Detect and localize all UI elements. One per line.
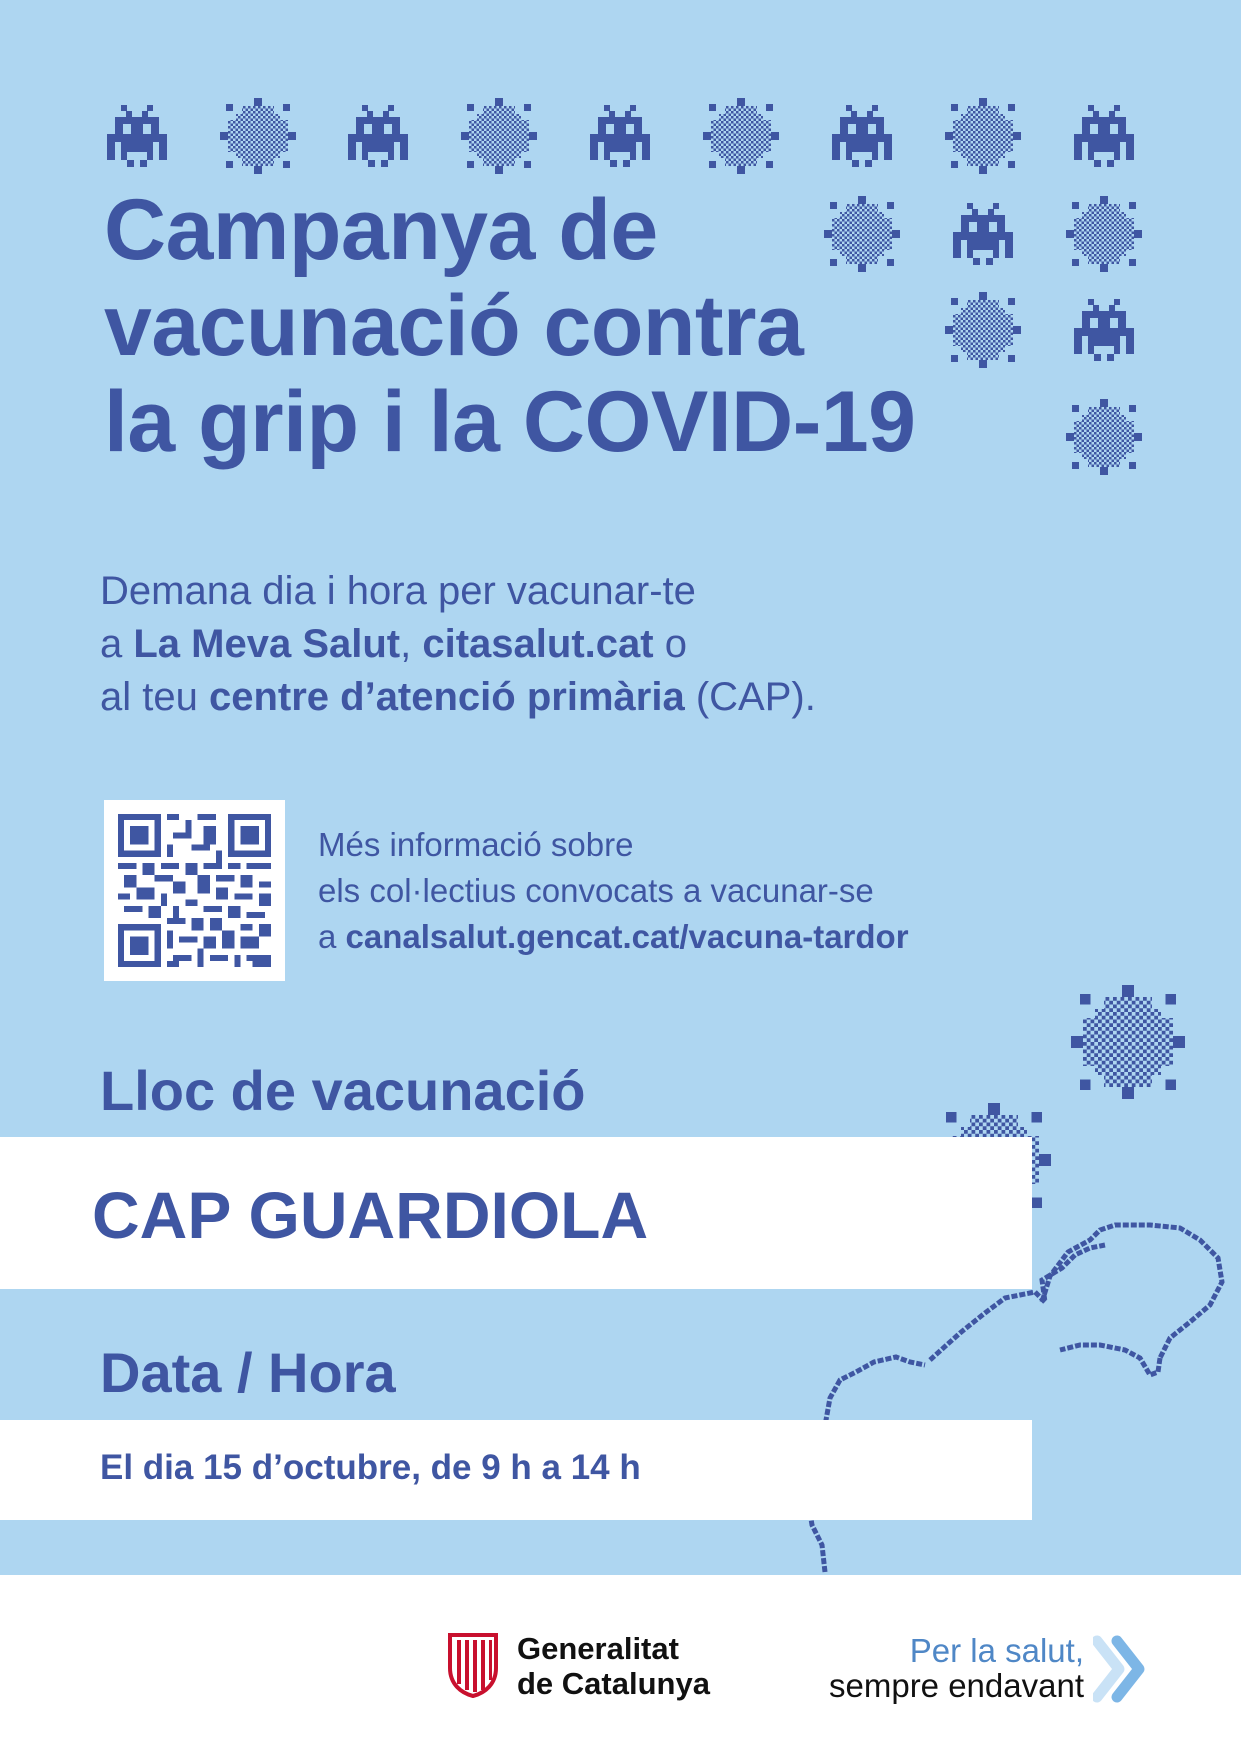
- instructions-text: a: [100, 622, 134, 666]
- appointment-instructions: [100, 565, 816, 724]
- more-info-text: a: [318, 918, 346, 955]
- more-info-line-3: [318, 914, 909, 960]
- more-info-text: [318, 822, 909, 960]
- instructions-text: al teu: [100, 675, 209, 719]
- canalsalut-link: canalsalut.gencat.cat/vacuna-tardor: [345, 918, 909, 955]
- primary-care-centre: centre d’atenció primària: [208, 675, 685, 719]
- instructions-text: (CAP).: [684, 675, 816, 719]
- double-chevron-right-icon: [1093, 1635, 1151, 1703]
- slogan-line-1: Per la salut,: [909, 1632, 1084, 1669]
- campaign-title: [104, 182, 916, 470]
- instructions-line-1: Demana dia i hora per vacunar-te: [100, 569, 696, 613]
- schedule-label: Data / Hora: [100, 1341, 396, 1404]
- generalitat-line-1: Generalitat: [517, 1631, 679, 1666]
- qr-code-icon: [118, 814, 271, 967]
- instructions-text: ,: [400, 622, 423, 666]
- title-line-3: la grip i la COVID-19: [104, 374, 916, 470]
- generalitat-name: [517, 1631, 710, 1701]
- generalitat-shield-icon: [447, 1632, 499, 1698]
- footer: [0, 1575, 1241, 1755]
- qr-code: [104, 800, 285, 981]
- instructions-line-2: [100, 618, 816, 671]
- title-line-1: Campanya de: [104, 182, 658, 278]
- slogan-line-2: sempre endavant: [829, 1667, 1084, 1704]
- generalitat-line-2: de Catalunya: [517, 1666, 710, 1701]
- place-name: CAP GUARDIOLA: [92, 1178, 649, 1252]
- schedule-box: [0, 1420, 1032, 1520]
- schedule-value: El dia 15 d’octubre, de 9 h a 14 h: [100, 1448, 641, 1487]
- place-label: Lloc de vacunació: [100, 1059, 586, 1122]
- la-meva-salut-link: La Meva Salut: [133, 622, 401, 666]
- more-info-line-1: Més informació sobre: [318, 826, 634, 863]
- citasalut-link: citasalut.cat: [422, 622, 654, 666]
- instructions-text: o: [653, 622, 687, 666]
- more-info-line-2: els col·lectius convocats a vacunar-se: [318, 872, 874, 909]
- slogan: [770, 1633, 1084, 1703]
- title-line-2: vacunació contra: [104, 278, 804, 374]
- place-box: [0, 1137, 1032, 1289]
- instructions-line-3: [100, 671, 816, 724]
